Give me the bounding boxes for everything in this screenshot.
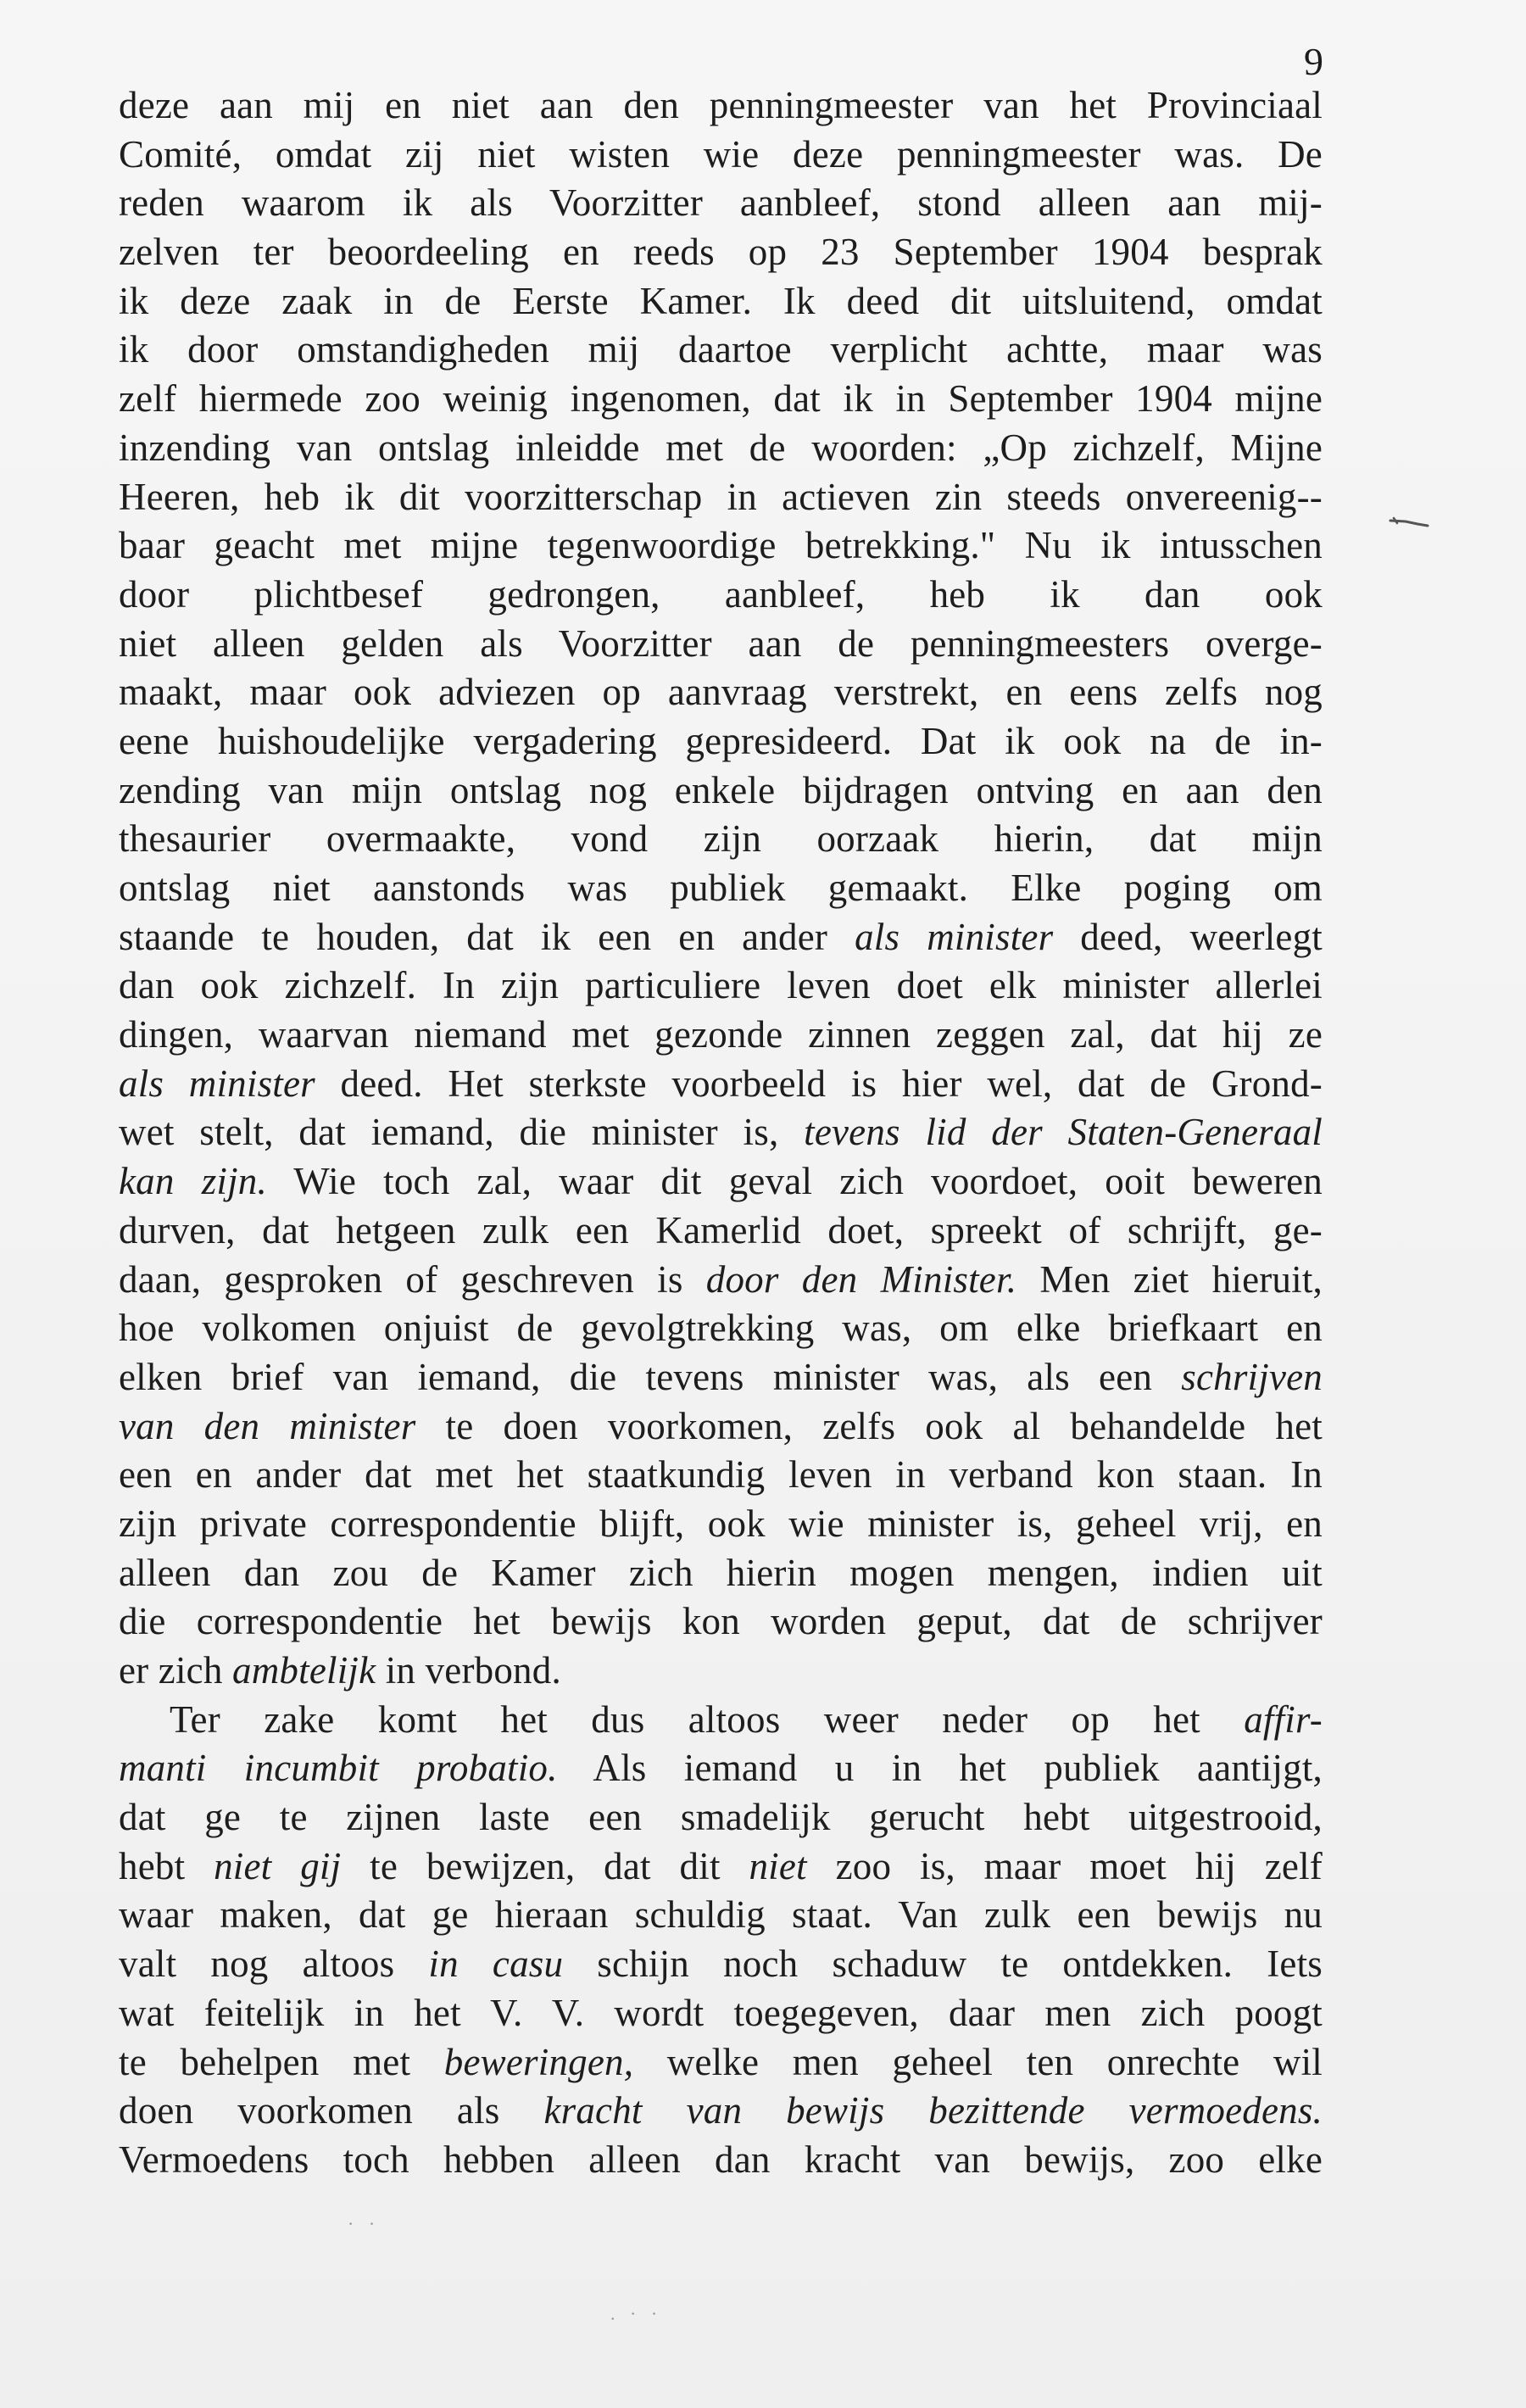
text-line: niet alleen gelden als Voorzitter aan de penningmeesters overge-	[119, 622, 1323, 665]
text-line: die correspondentie het bewijs kon worden geput, dat de schrijver	[119, 1600, 1323, 1643]
text-line: zending van mijn ontslag nog enkele bijdragen ontving en aan den	[119, 768, 1323, 811]
text-line: een en ander dat met het staatkundig leven in verband kon staan. In	[119, 1453, 1323, 1497]
text-line: staande te houden, dat ik een en ander als minister deed, weerlegt	[119, 915, 1323, 958]
text-line: te behelpen met beweringen, welke men geheel ten onrechte wil	[119, 2040, 1323, 2083]
text-line: zijn private correspondentie blijft, ook wie minister is, geheel vrij, en	[119, 1502, 1323, 1545]
ink-speck: . · ·	[610, 2303, 663, 2324]
text-line: durven, dat hetgeen zulk een Kamerlid doet, spreekt of schrijft, ge-	[119, 1208, 1323, 1251]
text-line: wat feitelijk in het V. V. wordt toegegeven, daar men zich poogt	[119, 1991, 1323, 2034]
text-line: manti incumbit probatio. Als iemand u in het publiek aantijgt,	[119, 1747, 1323, 1790]
text-line: er zich ambtelijk in verbond.	[119, 1649, 561, 1692]
text-line: alleen dan zou de Kamer zich hierin mogen mengen, indien uit	[119, 1551, 1323, 1594]
text-line: ik door omstandigheden mij daartoe verplicht achtte, maar was	[119, 328, 1323, 371]
text-line: maakt, maar ook adviezen op aanvraag verstrekt, en eens zelfs nog	[119, 671, 1323, 714]
text-line: eene huishoudelijke vergadering gepresideerd. Dat ik ook na de in-	[119, 719, 1323, 762]
text-line: ik deze zaak in de Eerste Kamer. Ik deed dit uitsluitend, omdat	[119, 279, 1323, 322]
text-line: waar maken, dat ge hieraan schuldig staat. Van zulk een bewijs nu	[119, 1893, 1323, 1937]
text-line: hebt niet gij te bewijzen, dat dit niet zoo is, maar moet hij zelf	[119, 1844, 1323, 1887]
ink-speck: · ·	[348, 2213, 381, 2234]
page-number: 9	[1304, 40, 1323, 83]
text-line: van den minister te doen voorkomen, zelfs ook al behandelde het	[119, 1404, 1323, 1447]
margin-pencil-mark	[1389, 516, 1431, 527]
text-line: dingen, waarvan niemand met gezonde zinnen zeggen zal, dat hij ze	[119, 1013, 1323, 1056]
text-line: dan ook zichzelf. In zijn particuliere leven doet elk minister allerlei	[119, 964, 1323, 1007]
text-line: elken brief van iemand, die tevens minister was, als een schrijven	[119, 1355, 1323, 1398]
text-line: ontslag niet aanstonds was publiek gemaakt. Elke poging om	[119, 867, 1323, 909]
text-line: baar geacht met mijne tegenwoordige betrekking." Nu ik intusschen	[119, 524, 1323, 567]
body-text	[119, 81, 1323, 2185]
text-line: inzending van ontslag inleidde met de woorden: „Op zichzelf, Mijne	[119, 426, 1323, 469]
text-line: zelven ter beoordeeling en reeds op 23 September 1904 besprak	[119, 231, 1323, 274]
text-line: kan zijn. Wie toch zal, waar dit geval zich voordoet, ooit beweren	[119, 1160, 1323, 1203]
text-line: als minister deed. Het sterkste voorbeeld is hier wel, dat de Grond-	[119, 1062, 1323, 1105]
text-line: deze aan mij en niet aan den penningmeester van het Provinciaal	[119, 84, 1323, 126]
text-line: thesaurier overmaakte, vond zijn oorzaak hierin, dat mijn	[119, 817, 1323, 861]
text-line: Ter zake komt het dus altoos weer neder op het affir-	[170, 1697, 1323, 1741]
text-line: reden waarom ik als Voorzitter aanbleef, stond alleen aan mij-	[119, 181, 1323, 225]
text-line: hoe volkomen onjuist de gevolgtrekking was, om elke briefkaart en	[119, 1307, 1323, 1350]
text-line: valt nog altoos in casu schijn noch schaduw te ontdekken. Iets	[119, 1943, 1323, 1986]
text-line: Comité, omdat zij niet wisten wie deze penningmeester was. De	[119, 132, 1323, 176]
text-line: Heeren, heb ik dit voorzitterschap in actieven zin steeds onvereenig--	[119, 475, 1323, 518]
text-line: doen voorkomen als kracht van bewijs bezittende vermoedens.	[119, 2089, 1323, 2132]
text-line: Vermoedens toch hebben alleen dan kracht van bewijs, zoo elke	[119, 2138, 1323, 2181]
text-line: door plichtbesef gedrongen, aanbleef, heb ik dan ook	[119, 572, 1323, 616]
text-line: daan, gesproken of geschreven is door den Minister. Men ziet hieruit,	[119, 1257, 1323, 1301]
text-line: dat ge te zijnen laste een smadelijk gerucht hebt uitgestrooid,	[119, 1796, 1323, 1839]
text-line: zelf hiermede zoo weinig ingenomen, dat ik in September 1904 mijne	[119, 377, 1323, 421]
text-line: wet stelt, dat iemand, die minister is, tevens lid der Staten-Generaal	[119, 1111, 1323, 1154]
